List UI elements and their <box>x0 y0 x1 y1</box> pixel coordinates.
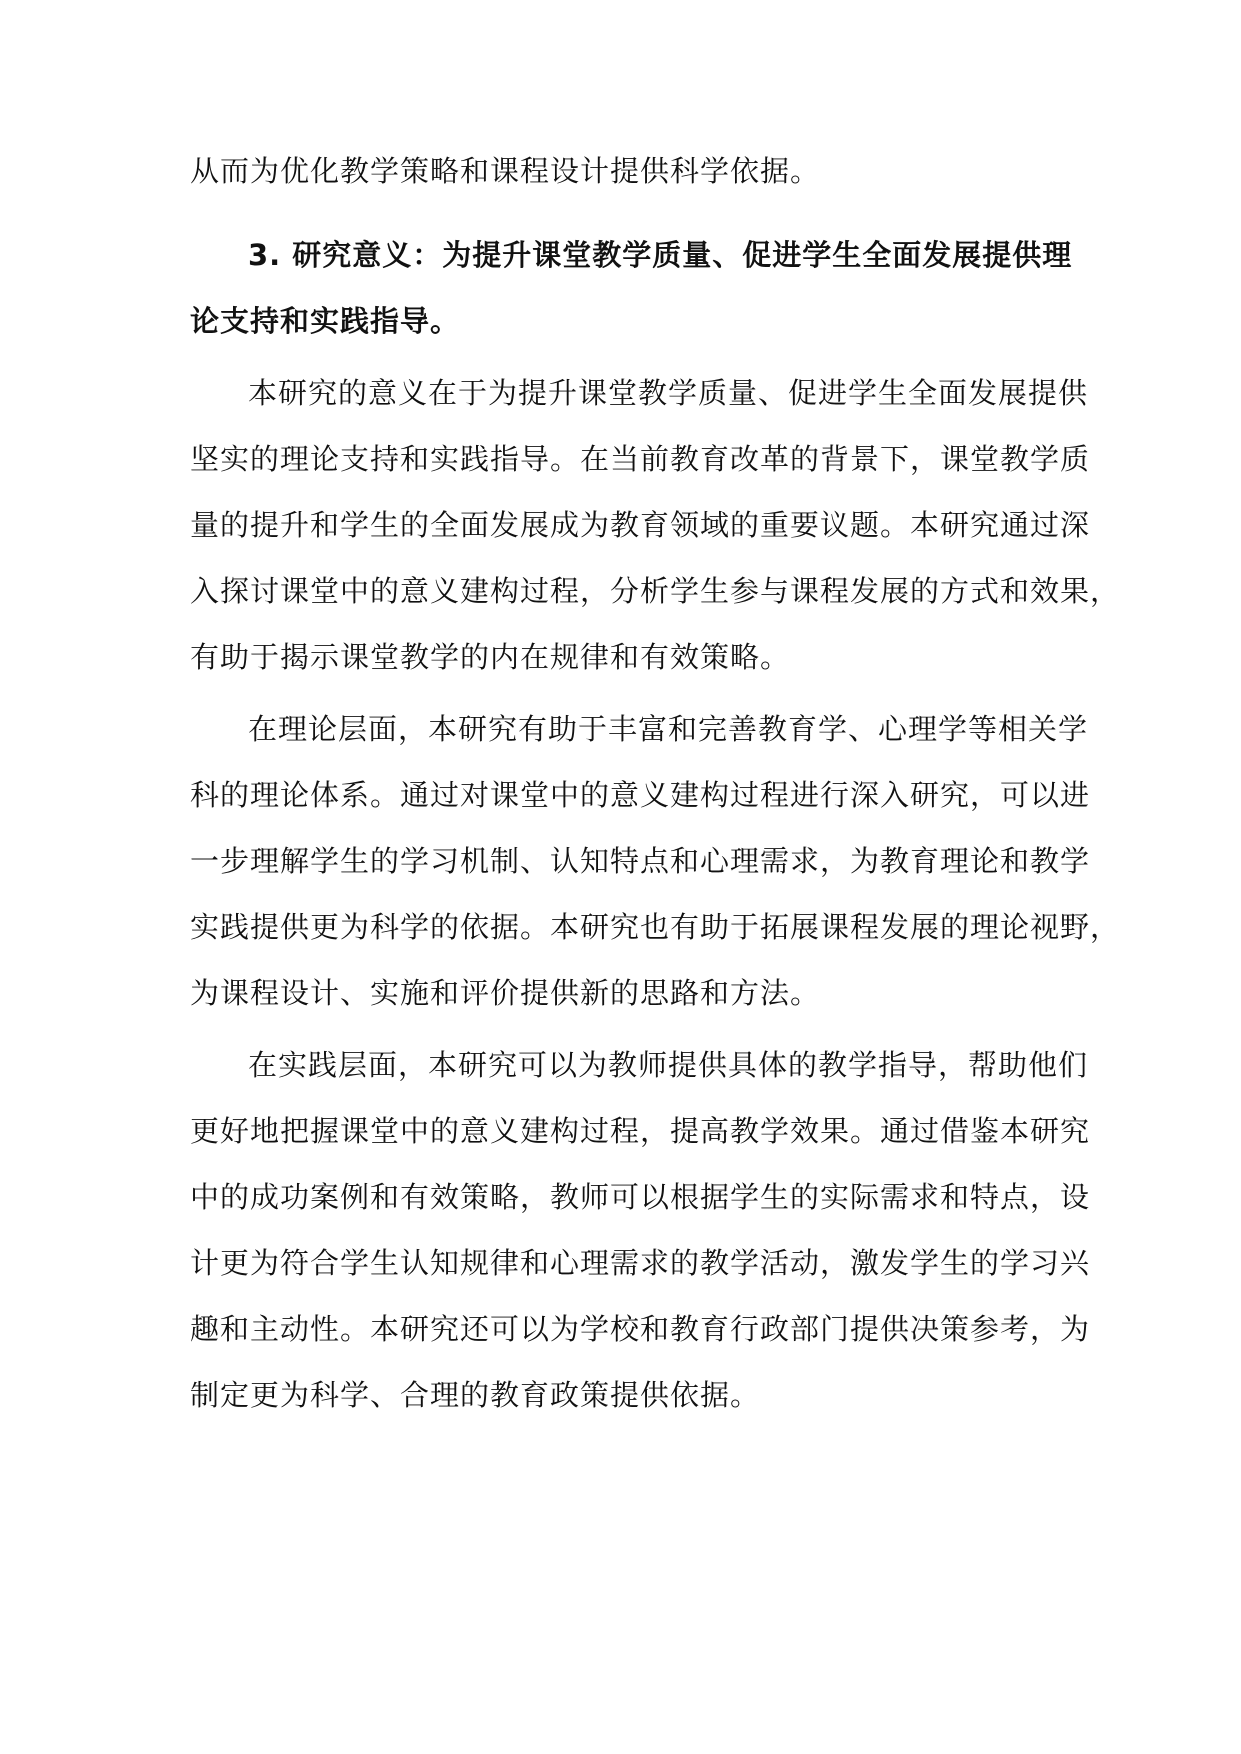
paragraph-line: 一步理解学生的学习机制、认知特点和心理需求，为教育理论和教学 <box>190 844 1091 878</box>
document-body <box>190 138 1121 1428</box>
paragraph-line: 制定更为科学、合理的教育政策提供依据。 <box>190 1378 761 1412</box>
paragraph-line: 中的成功案例和有效策略，教师可以根据学生的实际需求和特点，设 <box>190 1180 1091 1214</box>
paragraph-line: 坚实的理论支持和实践指导。在当前教育改革的背景下，课堂教学质 <box>190 442 1091 476</box>
paragraph-line: 本研究的意义在于为提升课堂教学质量、促进学生全面发展提供 <box>248 376 1089 410</box>
paragraph-line: 入探讨课堂中的意义建构过程，分析学生参与课程发展的方式和效果， <box>190 574 1121 608</box>
section-heading <box>190 222 1073 354</box>
paragraph-line: 实践提供更为科学的依据。本研究也有助于拓展课程发展的理论视野， <box>190 910 1121 944</box>
continuation-text-line: 从而为优化教学策略和课程设计提供科学依据。 <box>190 154 821 188</box>
paragraph-line: 更好地把握课堂中的意义建构过程，提高教学效果。通过借鉴本研究 <box>190 1114 1091 1148</box>
paragraph-line: 在实践层面，本研究可以为教师提供具体的教学指导，帮助他们 <box>248 1048 1089 1082</box>
paragraph-line: 在理论层面，本研究有助于丰富和完善教育学、心理学等相关学 <box>248 712 1089 746</box>
paragraph-line: 科的理论体系。通过对课堂中的意义建构过程进行深入研究，可以进 <box>190 778 1091 812</box>
paragraph-practice <box>190 1032 1091 1428</box>
section-heading-line: 论支持和实践指导。 <box>190 304 461 338</box>
paragraph-significance <box>190 360 1121 690</box>
paragraph-line: 有助于揭示课堂教学的内在规律和有效策略。 <box>190 640 791 674</box>
paragraph-line: 量的提升和学生的全面发展成为教育领域的重要议题。本研究通过深 <box>190 508 1091 542</box>
paragraph-line: 趣和主动性。本研究还可以为学校和教育行政部门提供决策参考，为 <box>190 1312 1091 1346</box>
paragraph-theory <box>190 696 1121 1026</box>
paragraph-line: 为课程设计、实施和评价提供新的思路和方法。 <box>190 976 821 1010</box>
section-heading-line: 3. 研究意义：为提升课堂教学质量、促进学生全面发展提供理 <box>248 238 1073 272</box>
paragraph-line: 计更为符合学生认知规律和心理需求的教学活动，激发学生的学习兴 <box>190 1246 1091 1280</box>
